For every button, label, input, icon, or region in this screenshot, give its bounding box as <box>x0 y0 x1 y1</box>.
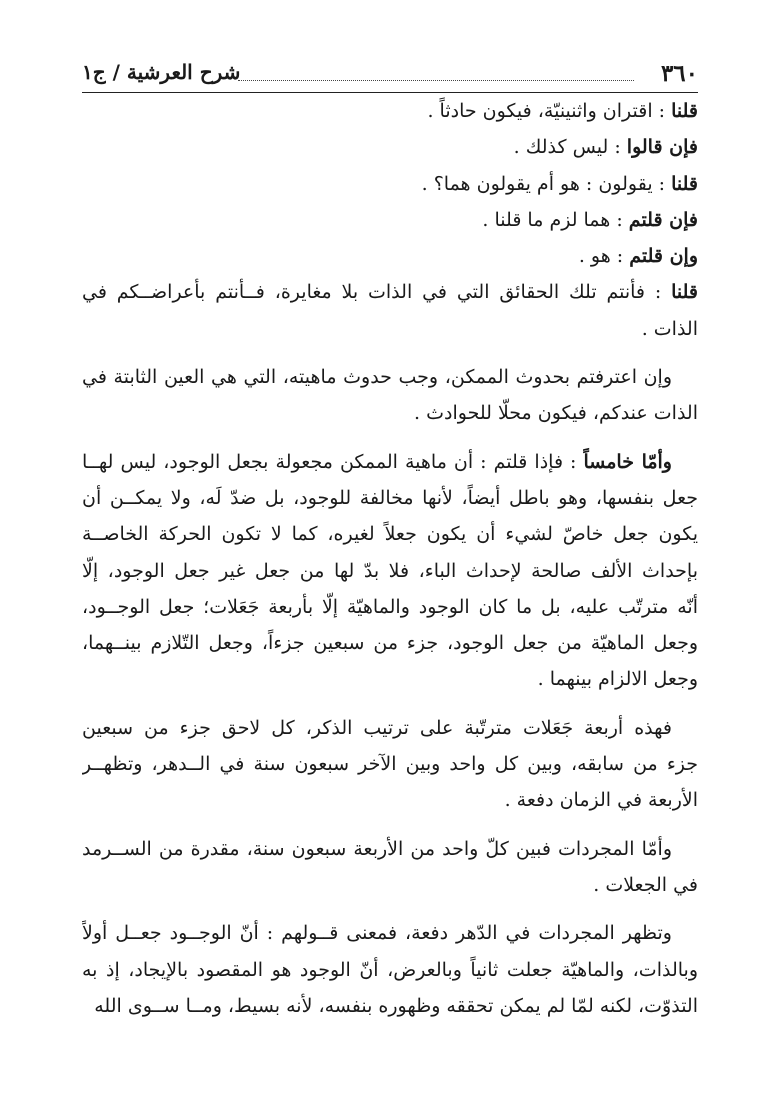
text-line <box>82 867 698 903</box>
line-text: وإن اعترفتم بحدوث الممكن، وجب حدوث ماهيته، التي هي العين الثابتة في <box>82 366 672 389</box>
line-text: : فأنتم تلك الحقائق التي في الذات بلا مغايرة، فــأنتم بأعراضــكم في <box>82 281 672 304</box>
paragraph <box>82 710 698 819</box>
line-text: جعل بنفسها، وهو باطل أيضاً، لأنها مخالفة للوجود، بل ضدّ لَه، ولا يمكــن أن <box>82 486 698 509</box>
line-text: التذوّت، لكنه لمّا لم يمكن تحققه وظهوره بنفسه، لأنه بسيط، ومــا ســوى الله <box>94 994 698 1017</box>
line-text: فهذه أربعة جَعَلات مترتّبة على ترتيب الذكر، كل لاحق جزء من سبعين <box>82 716 672 739</box>
page-header <box>82 52 698 93</box>
paragraph-gap <box>82 347 698 359</box>
paragraph <box>82 238 698 274</box>
text-line <box>82 952 698 988</box>
line-text: الذات . <box>641 317 698 340</box>
bold-lead: قلنا <box>671 100 698 122</box>
text-line <box>82 625 698 661</box>
line-text: : ليس كذلك . <box>513 136 627 159</box>
line-text: : اقتران واثنينيّة، فيكون حادثاً . <box>427 100 672 122</box>
paragraph <box>82 359 698 432</box>
book-page <box>82 52 698 1024</box>
paragraph <box>82 274 698 347</box>
text-line <box>82 988 698 1024</box>
paragraph <box>82 915 698 1024</box>
paragraph-gap <box>82 698 698 710</box>
line-text: : يقولون : هو أم يقولون هما؟ . <box>421 172 672 195</box>
line-text: وتظهر المجردات في الدّهر دفعة، فمعنى قــولهم : أنّ الوجــود جعــل أولاً <box>82 922 672 945</box>
text-line <box>82 93 698 129</box>
line-text: يكون جعل خاصّ لشيء أن يكون جعلاً لغيره، كما لا تكون الحركة الخاصــة <box>82 523 698 546</box>
bold-lead: فإن قالوا <box>626 136 698 159</box>
paragraph <box>82 444 698 698</box>
bold-lead: وإن قلتم <box>629 245 698 268</box>
line-text: وبالذات، والماهيّة جعلت ثانياً وبالعرض، أنّ الوجود هو المقصود بالإيجاد، إذ به <box>82 958 698 981</box>
text-line <box>82 359 698 395</box>
text-line <box>82 915 698 951</box>
line-text: أنّه مترتّب عليه، بل ما كان الوجود والماهيّة إلّا بأربعة جَعَلات؛ جعل الوجــود، <box>82 595 698 618</box>
page-number: ٣٦٠ <box>660 60 698 87</box>
text-line <box>82 831 698 867</box>
paragraph-gap <box>82 903 698 915</box>
header-dot-leader <box>238 80 634 81</box>
text-line <box>82 661 698 697</box>
text-line <box>82 202 698 238</box>
line-text: : هو . <box>578 245 630 268</box>
text-line <box>82 395 698 431</box>
line-text: جزء من سابقه، وبين كل واحد وبين الآخر سبعون سنة في الــدهر، وتظهــر <box>82 753 698 776</box>
text-line <box>82 274 698 310</box>
line-text: وجعل الالزام بينهما . <box>537 668 698 691</box>
text-line <box>82 516 698 552</box>
page-body <box>82 93 698 1024</box>
bold-lead: فإن قلتم <box>628 208 698 231</box>
text-line <box>82 480 698 516</box>
running-title: شرح العرشية / ج١ <box>82 60 241 84</box>
line-text: الأربعة في الزمان دفعة . <box>504 789 698 812</box>
paragraph <box>82 202 698 238</box>
bold-lead: قلنا <box>671 281 698 304</box>
text-line <box>82 710 698 746</box>
line-text: في الجعلات . <box>593 873 698 896</box>
text-line <box>82 553 698 589</box>
paragraph-gap <box>82 432 698 444</box>
bold-lead: وأمّا خامساً <box>583 450 672 473</box>
text-line <box>82 746 698 782</box>
text-line <box>82 311 698 347</box>
text-line <box>82 238 698 274</box>
paragraph-gap <box>82 819 698 831</box>
bold-lead: قلنا <box>671 172 698 195</box>
text-line <box>82 589 698 625</box>
text-line <box>82 782 698 818</box>
paragraph <box>82 831 698 904</box>
line-text: وأمّا المجردات فبين كلّ واحد من الأربعة سبعون سنة، مقدرة من الســرمد <box>82 837 672 860</box>
paragraph <box>82 166 698 202</box>
text-line <box>82 129 698 165</box>
line-text: : فإذا قلتم : أن ماهية الممكن مجعولة بجعل الوجود، ليس لهــا <box>82 450 584 473</box>
line-text: : هما لزم ما قلنا . <box>482 208 629 231</box>
line-text: الذات عندكم، فيكون محلّا للحوادث . <box>414 402 698 425</box>
paragraph <box>82 129 698 165</box>
paragraph <box>82 93 698 129</box>
line-text: بإحداث الألف صالحة لإحداث الباء، فلا بدّ لها من جعل غير جعل الوجود، إلّا <box>82 559 698 582</box>
text-line <box>82 444 698 480</box>
line-text: وجعل الماهيّة من جعل الوجود، جزء من سبعين جزءاً، وجعل التّلازم بينــهما، <box>82 632 698 655</box>
text-line <box>82 166 698 202</box>
